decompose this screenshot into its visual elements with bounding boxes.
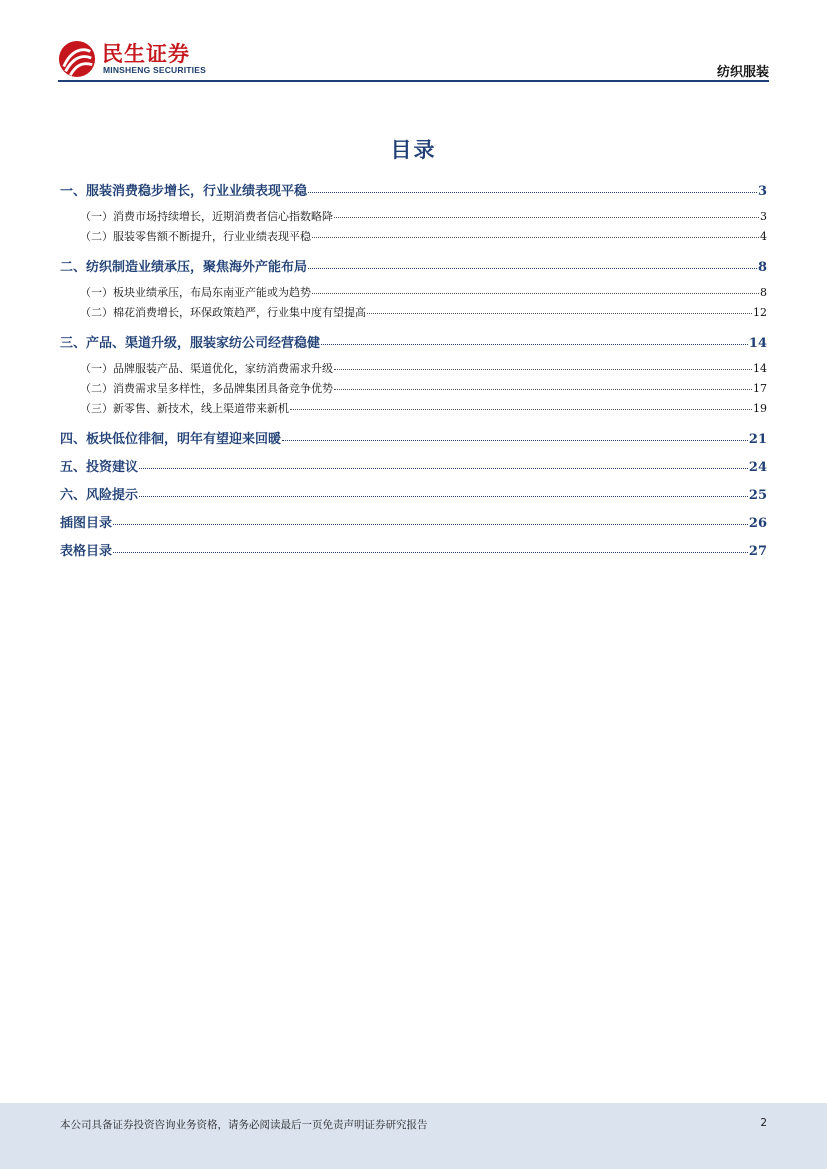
toc-entry[interactable]	[60, 428, 767, 447]
toc-entry-page: 8	[760, 286, 767, 299]
toc-title: 目录	[390, 137, 437, 162]
toc-dot-leader	[308, 191, 757, 193]
minsheng-logo-icon	[58, 40, 96, 78]
toc-entry-page: 3	[760, 210, 767, 223]
toc-entry[interactable]	[60, 332, 767, 351]
toc-entry-page: 17	[753, 382, 767, 395]
toc-entry-page: 27	[748, 544, 767, 559]
toc-entry[interactable]	[60, 256, 767, 275]
toc-dot-leader	[113, 551, 748, 553]
toc-entry[interactable]	[80, 284, 767, 300]
toc-entry-page: 12	[753, 306, 767, 319]
toc-entry-page: 8	[757, 260, 767, 275]
footer-disclaimer: 本公司具备证券投资咨询业务资格，请务必阅读最后一页免责声明证券研究报告	[60, 1119, 428, 1131]
toc-dot-leader	[334, 216, 759, 218]
toc-dot-leader	[113, 523, 748, 525]
toc-dot-leader	[312, 292, 759, 294]
toc-entry-label: （二）棉花消费增长，环保政策趋严，行业集中度有望提高	[80, 306, 366, 319]
toc-entry-page: 24	[748, 460, 767, 475]
toc-dot-leader	[308, 267, 757, 269]
toc-entry-label: 六、风险提示	[60, 488, 139, 503]
toc-dot-leader	[139, 495, 748, 497]
toc-entry-label: （一）板块业绩承压，布局东南亚产能或为趋势	[80, 286, 311, 299]
toc-entry[interactable]	[60, 456, 767, 475]
report-section-label: 纺织服装	[716, 65, 769, 80]
logo-chinese-text: 民生证券	[102, 42, 190, 66]
toc-entry[interactable]	[80, 360, 767, 376]
toc-entry-page: 3	[757, 184, 767, 199]
toc-dot-leader	[334, 368, 752, 370]
toc-entry-page: 4	[760, 230, 767, 243]
page-number: 2	[760, 1117, 767, 1129]
toc-dot-leader	[312, 236, 759, 238]
toc-dot-leader	[367, 312, 752, 314]
toc-entry-label: （二）服装零售额不断提升，行业业绩表现平稳	[80, 230, 311, 243]
toc-entry-label: 四、板块低位徘徊，明年有望迎来回暖	[60, 432, 282, 447]
toc-dot-leader	[139, 467, 748, 469]
minsheng-logo	[58, 38, 208, 78]
toc-entry-label: （一）品牌服装产品、渠道优化，家纺消费需求升级	[80, 362, 333, 375]
toc-entry[interactable]	[80, 400, 767, 416]
page-header	[0, 0, 827, 86]
header-divider	[58, 80, 769, 82]
toc-entry[interactable]	[80, 380, 767, 396]
toc-entry[interactable]	[60, 540, 767, 559]
toc-entry-page: 26	[748, 516, 767, 531]
toc-entry-page: 21	[748, 432, 767, 447]
toc-entry-page: 25	[748, 488, 767, 503]
toc-entry[interactable]	[60, 484, 767, 503]
toc-entry-label: 插图目录	[60, 516, 113, 531]
toc-entry-label: 五、投资建议	[60, 460, 139, 475]
page-footer	[0, 1103, 827, 1169]
toc-entry[interactable]	[60, 180, 767, 199]
toc-entry[interactable]	[80, 228, 767, 244]
toc-dot-leader	[321, 343, 748, 345]
toc-entry-label: （三）新零售、新技术，线上渠道带来新机	[80, 402, 289, 415]
toc-dot-leader	[282, 439, 748, 441]
logo-english-text: MINSHENG SECURITIES	[103, 65, 206, 75]
toc-entry-label: （一）消费市场持续增长，近期消费者信心指数略降	[80, 210, 333, 223]
toc-entry-label: 二、纺织制造业绩承压，聚焦海外产能布局	[60, 260, 308, 275]
toc-entry-label: 表格目录	[60, 544, 113, 559]
toc-entry-label: 三、产品、渠道升级，服装家纺公司经营稳健	[60, 336, 321, 351]
toc-dot-leader	[290, 408, 752, 410]
toc-dot-leader	[334, 388, 752, 390]
toc-entry[interactable]	[80, 208, 767, 224]
toc-entry-page: 19	[753, 402, 767, 415]
toc-entry[interactable]	[80, 304, 767, 320]
toc-entry-label: （二）消费需求呈多样性，多品牌集团具备竞争优势	[80, 382, 333, 395]
toc-entry-page: 14	[748, 336, 767, 351]
toc-entry-label: 一、服装消费稳步增长，行业业绩表现平稳	[60, 184, 308, 199]
toc-entry-page: 14	[753, 362, 767, 375]
toc-entry[interactable]	[60, 512, 767, 531]
